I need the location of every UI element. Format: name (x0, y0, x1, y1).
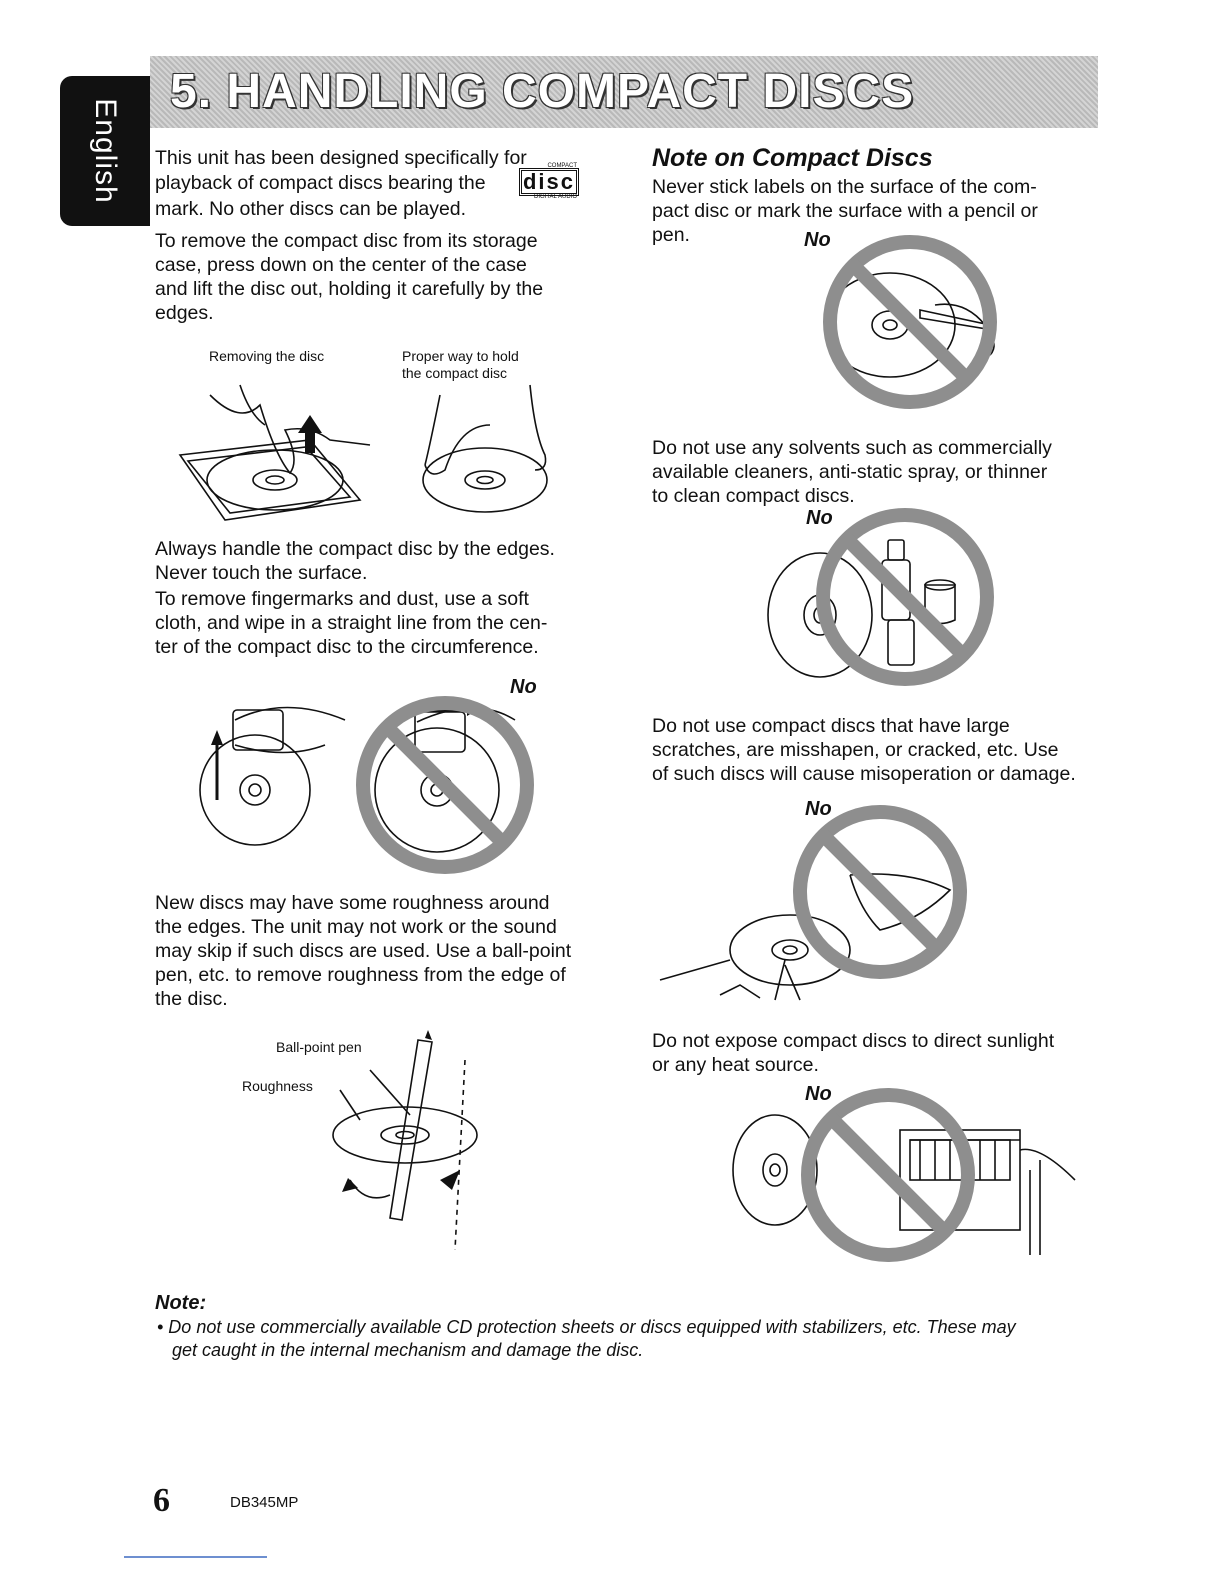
sunlight-paragraph: Do not expose compact discs to direct sunlight or any heat source. (652, 1030, 1055, 1076)
label-ball-point-pen: Ball-point pen (276, 1039, 362, 1055)
section-header (150, 56, 1098, 128)
no-label-sunlight: No (805, 1083, 832, 1105)
label-removing-disc: Removing the disc (209, 348, 325, 364)
label-proper-hold: Proper way to hold the compact disc (402, 348, 519, 381)
no-label-solvents: No (806, 507, 833, 529)
note-body: • Do not use commercially available CD protection sheets or discs equipped with stabilizers, etc. These may get caught in the internal mechanism and damage the disc. (157, 1317, 1016, 1360)
intro-line-1: This unit has been designed specifically for (155, 147, 527, 169)
prohibited-icon (830, 242, 990, 402)
no-label-labels: No (804, 229, 831, 251)
label-roughness: Roughness (242, 1078, 313, 1094)
section-subtitle: Note on Compact Discs (652, 144, 933, 172)
wiping-disc-illustration (195, 690, 555, 870)
page-number: 6 (153, 1482, 170, 1519)
scratches-paragraph: Do not use compact discs that have large scratches, are misshapen, or cracked, etc. Use of such discs will cause misoperation or damage. (652, 715, 1076, 785)
removing-disc-illustration (170, 385, 570, 530)
footer-divider (124, 1556, 267, 1558)
prohibited-icon (808, 1095, 968, 1255)
model-number: DB345MP (230, 1494, 299, 1511)
up-arrow-icon (211, 730, 223, 745)
intro-line-2: playback of compact discs bearing the (155, 172, 486, 194)
solvents-illustration (760, 505, 1000, 695)
intro-line-3: mark. No other discs can be played. (155, 198, 467, 220)
page-title: 5. HANDLING COMPACT DISCS (170, 65, 915, 118)
handle-edges-paragraph: Always handle the compact disc by the edges. Never touch the surface. (155, 538, 555, 584)
remove-disc-paragraph: To remove the compact disc from its storage case, press down on the center of the case and lift the disc out, holding it carefully by the edges. (155, 230, 544, 324)
damaged-disc-illustration (650, 800, 1010, 1010)
language-tab-label: English (89, 98, 122, 204)
fingermarks-paragraph: To remove fingermarks and dust, use a soft cloth, and wipe in a straight line from the cen- ter of the compact disc to the circumference. (155, 588, 548, 658)
prohibited-icon (363, 703, 527, 867)
heat-source-illustration (720, 1080, 1090, 1270)
labeling-disc-illustration (815, 230, 1010, 415)
no-label-wipe: No (510, 676, 537, 698)
roughness-paragraph: New discs may have some roughness around the edges. The unit may not work or the sound may skip if such discs are used. Use a ball-point pen, etc. to remove roughness from the edge of the disc. (155, 892, 572, 1010)
ball-point-pen-illustration (320, 1030, 490, 1255)
compact-disc-logo: COMPACT disc DIGITAL AUDIO (522, 163, 577, 200)
labels-paragraph: Never stick labels on the surface of the com- pact disc or mark the surface with a pencil or pen. (652, 176, 1038, 246)
note-heading: Note: (155, 1292, 207, 1314)
solvents-paragraph: Do not use any solvents such as commercially available cleaners, anti-static spray, or thinner to clean compact discs. (652, 437, 1052, 507)
prohibited-icon (800, 812, 960, 972)
language-tab (60, 76, 150, 226)
prohibited-icon (823, 515, 987, 679)
no-label-scratches: No (805, 798, 832, 820)
